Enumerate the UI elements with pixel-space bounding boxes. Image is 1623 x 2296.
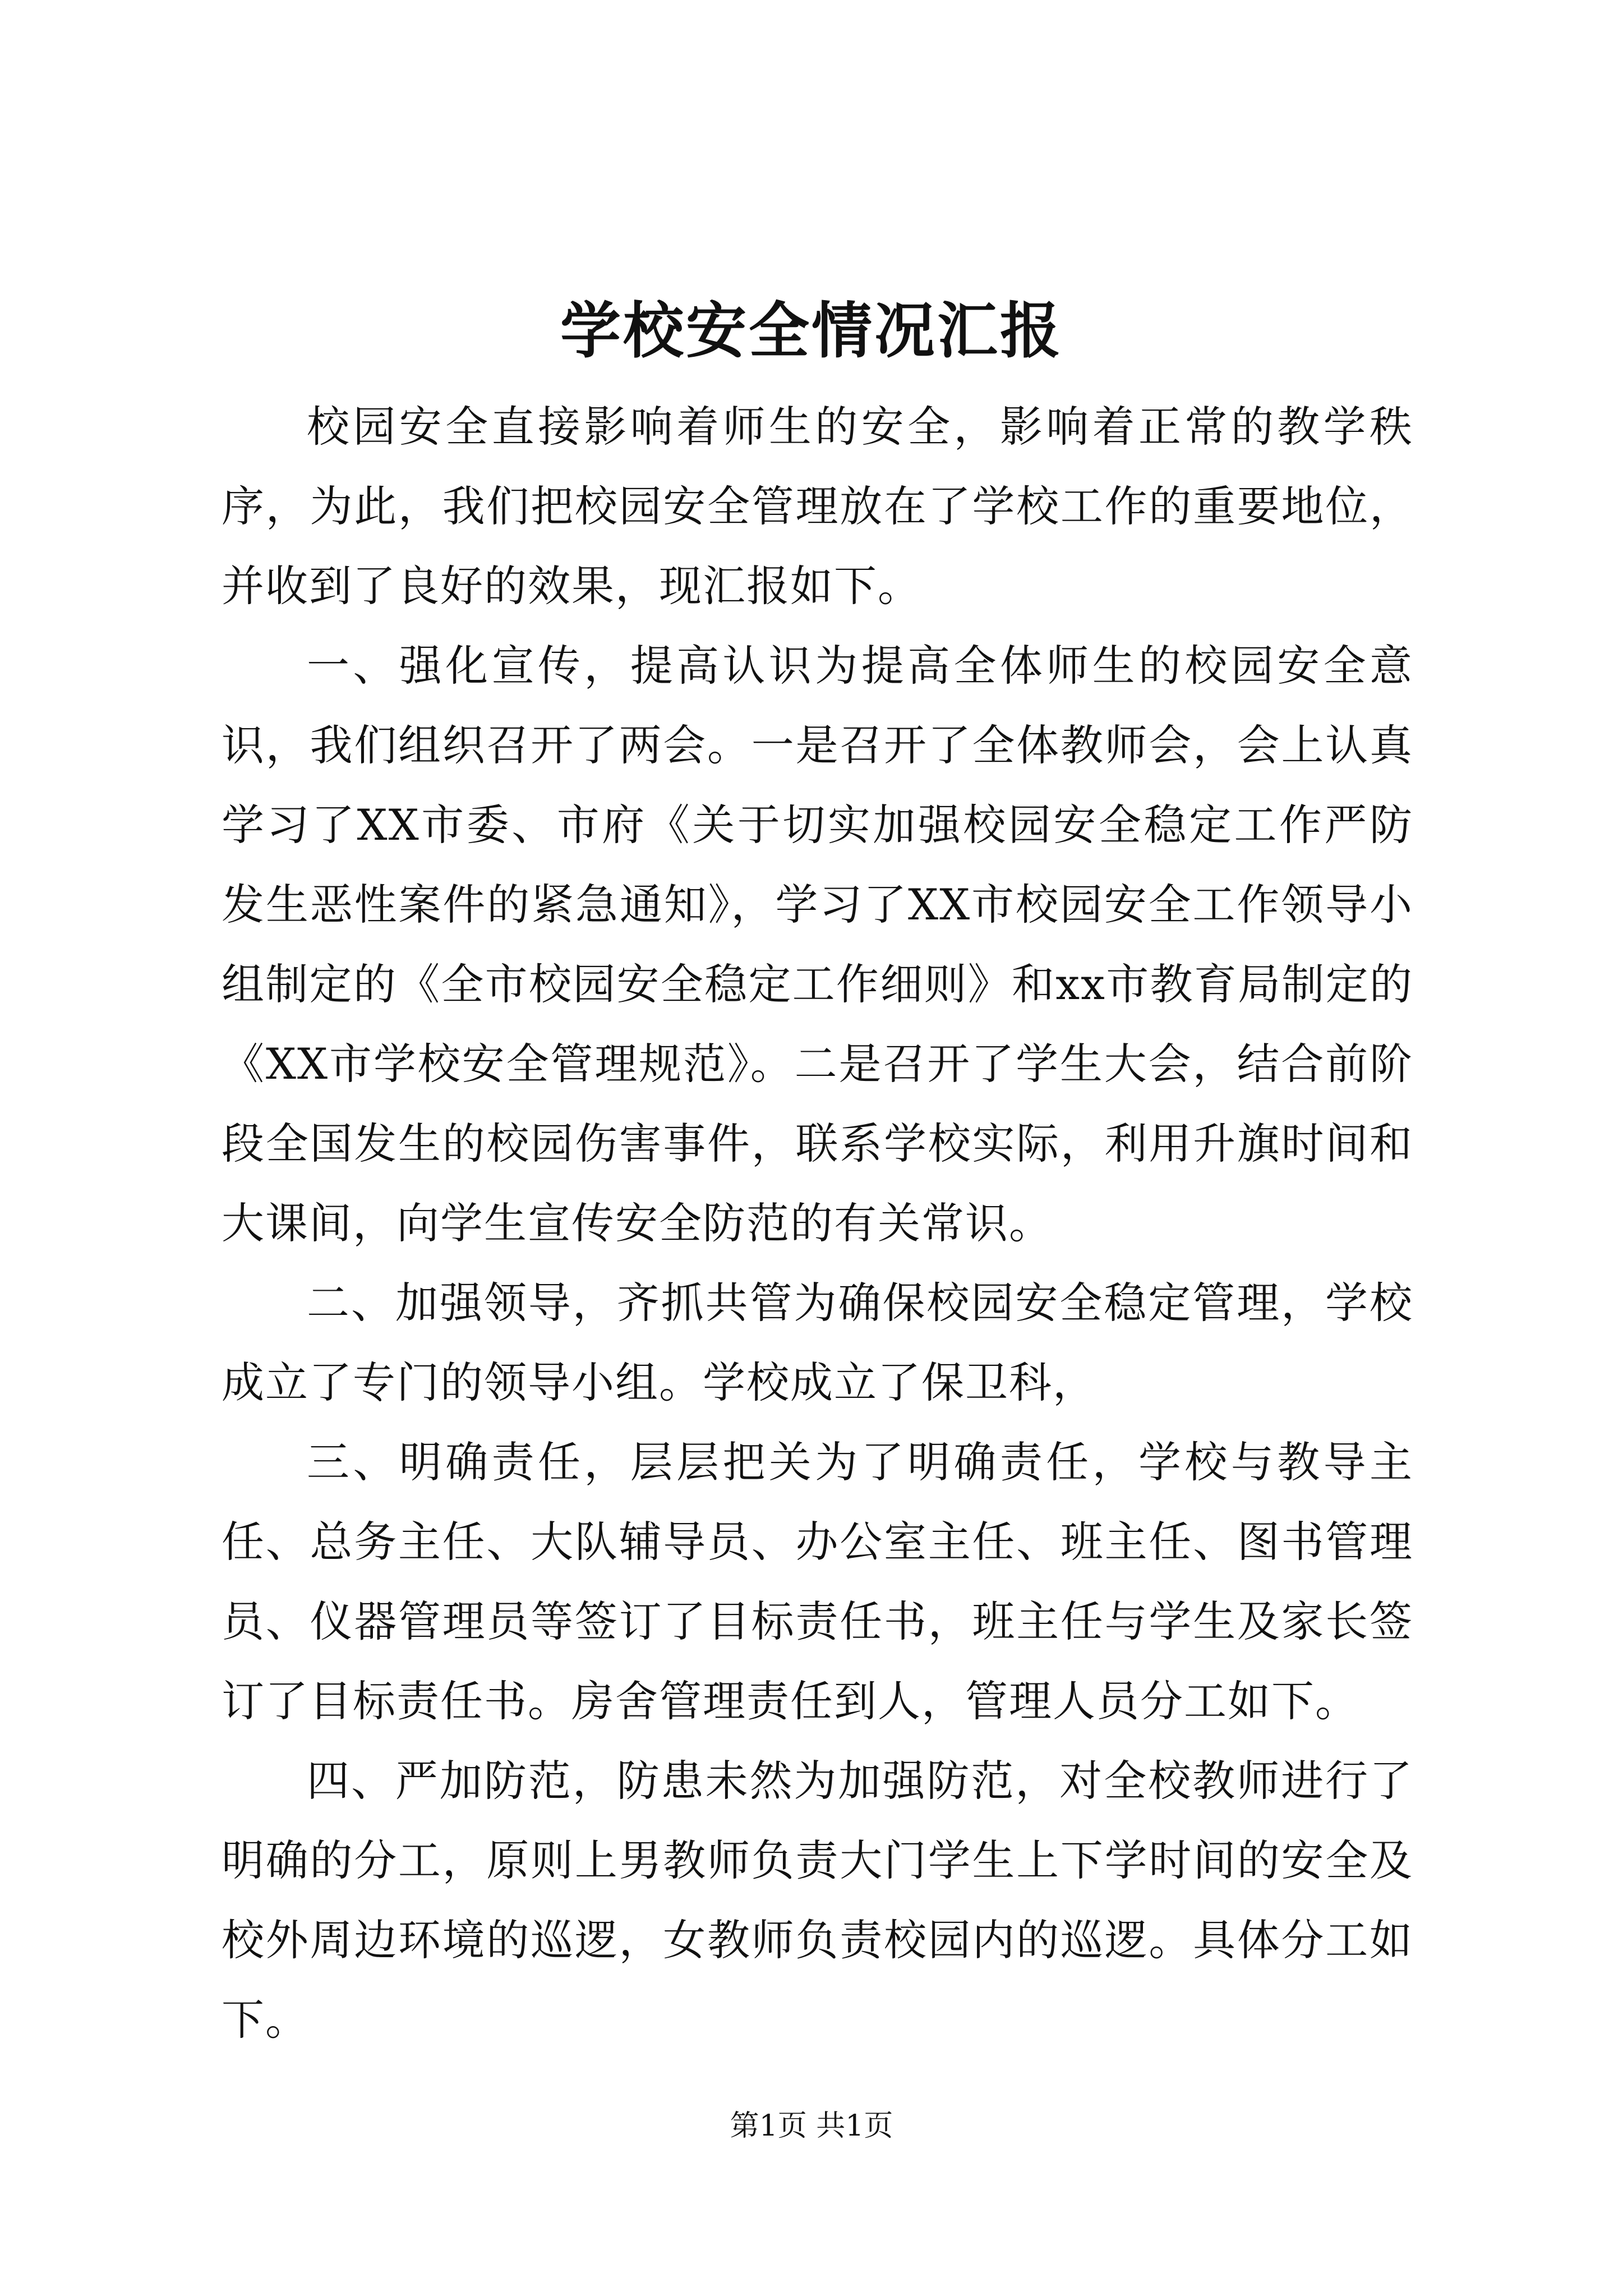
page-number-footer: 第1页 共1页 <box>730 2109 893 2143</box>
document-title: 学校安全情况汇报 <box>560 296 1063 366</box>
section-four-paragraph: 四、严加防范，防患未然为加强防范，对全校教师进行了明确的分工，原则上男教师负责大门学生上下学时间的安全及校外周边环境的巡逻，女教师负责校园内的巡逻。具体分工如下。 <box>222 1756 1413 2045</box>
document-body <box>222 387 1413 2060</box>
section-three-paragraph: 三、明确责任，层层把关为了明确责任，学校与教导主任、总务主任、大队辅导员、办公室主任、班主任、图书管理员、仪器管理员等签订了目标责任书，班主任与学生及家长签订了目标责任书。房舍管理责任到人，管理人员分工如下。 <box>222 1437 1413 1726</box>
intro-paragraph: 校园安全直接影响着师生的安全，影响着正常的教学秩序，为此，我们把校园安全管理放在了学校工作的重要地位，并收到了良好的效果，现汇报如下。 <box>222 402 1413 611</box>
section-one-paragraph: 一、强化宣传，提高认识为提高全体师生的校园安全意识，我们组织召开了两会。一是召开了全体教师会，会上认真学习了XX市委、市府《关于切实加强校园安全稳定工作严防发生恶性案件的紧急通知》，学习了XX市校园安全工作领导小组制定的《全市校园安全稳定工作细则》和xx市教育局制定的《XX市学校安全管理规范》。二是召开了学生大会，结合前阶段全国发生的校园伤害事件，联系学校实际，利用升旗时间和大课间，向学生宣传安全防范的有关常识。 <box>222 641 1413 1248</box>
section-two-paragraph: 二、加强领导，齐抓共管为确保校园安全稳定管理，学校成立了专门的领导小组。学校成立了保卫科， <box>222 1278 1413 1407</box>
